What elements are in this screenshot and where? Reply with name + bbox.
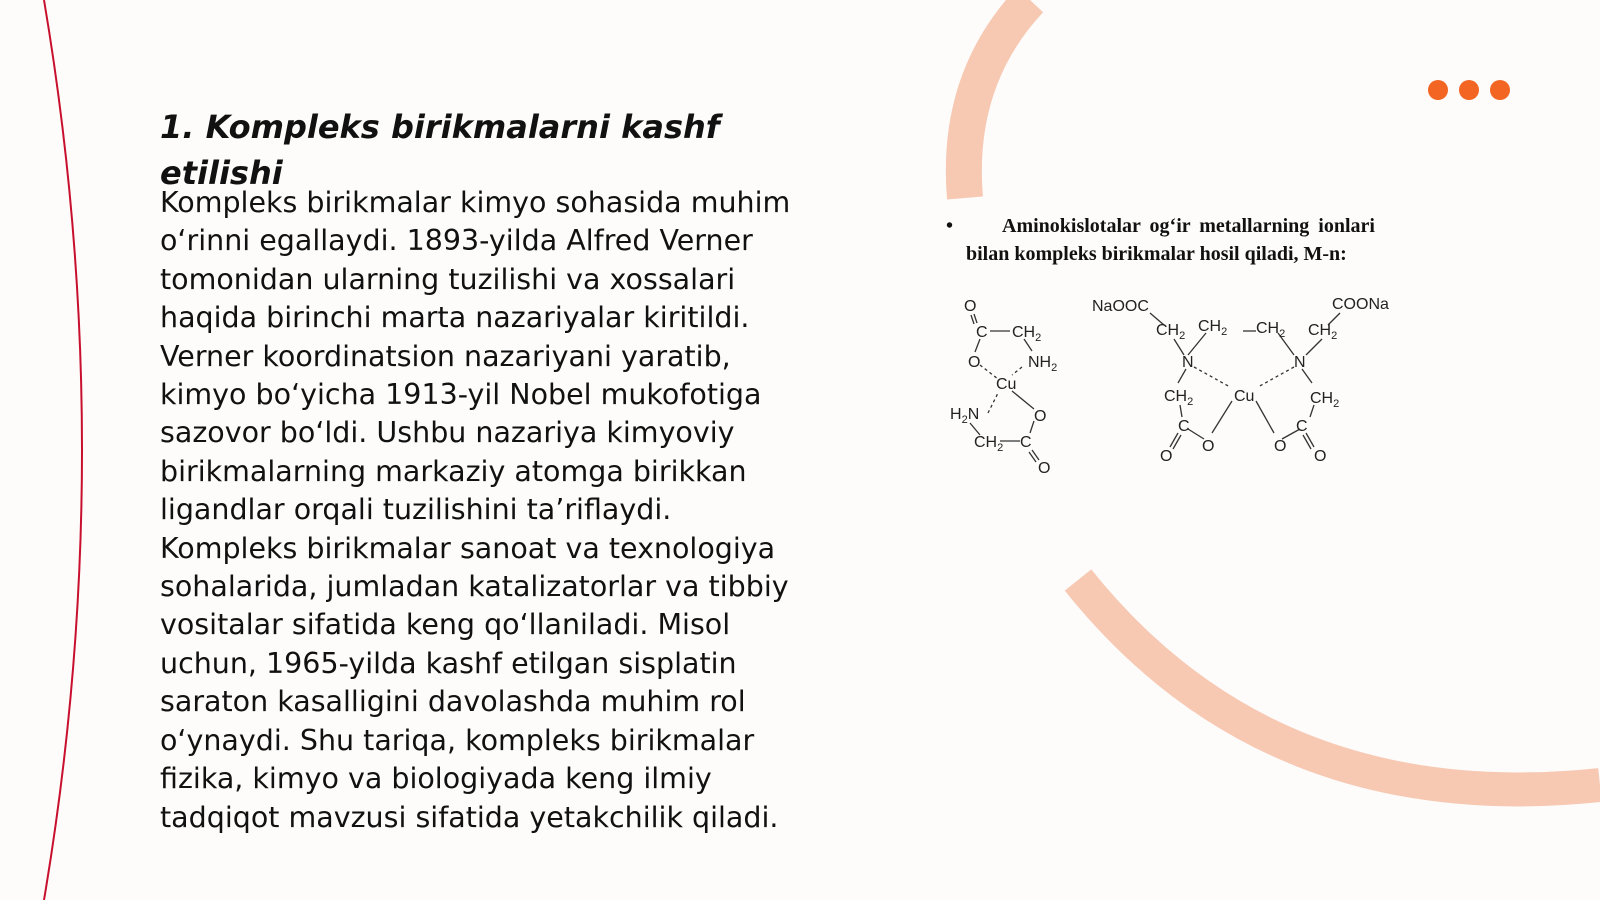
atom-label: O	[1038, 460, 1051, 477]
atom-label: O	[1202, 438, 1215, 455]
accent-dot	[1459, 80, 1479, 100]
atom-label: N	[1182, 354, 1194, 371]
atom-label: $CH_2$	[1198, 318, 1228, 338]
atom-label: O	[1160, 448, 1173, 465]
atom-label: $CH_2$	[974, 434, 1004, 454]
atom-label: C	[976, 324, 988, 341]
body-line: tomonidan ularning tuzilishi va xossalari	[160, 262, 736, 296]
body-line: vositalar sifatida keng qo‘llaniladi. Misol	[160, 608, 731, 642]
body-line: Verner koordinatsion nazariyani yaratib,	[160, 339, 731, 373]
body-line: sazovor bo‘ldi. Ushbu nazariya kimyoviy	[160, 416, 735, 450]
body-line: Kompleks birikmalar sanoat va texnologiya	[160, 531, 776, 565]
body-line: birikmalarning markaziy atomga birikkan	[160, 454, 747, 488]
body-line: uchun, 1965-yilda kashf etilgan sisplatin	[160, 646, 737, 680]
body-line: sohalarida, jumladan katalizatorlar va tibbiy	[160, 570, 789, 604]
body-line: tadqiqot mavzusi sifatida yetakchilik qiladi.	[160, 800, 779, 834]
accent-dots	[1428, 80, 1510, 100]
group-label: NaOOC	[1092, 298, 1149, 315]
atom-label: $CH_2$	[1256, 320, 1286, 340]
atom-label: $CH_2$	[1308, 322, 1338, 342]
chemical-structures	[950, 295, 1420, 485]
left-border-line	[44, 0, 82, 900]
atom-label: $CH_2$	[1310, 390, 1340, 410]
atom-label: $NH_2$	[1028, 354, 1058, 374]
atom-label: $CH_2$	[1156, 322, 1186, 342]
accent-dot	[1490, 80, 1510, 100]
atom-label: C	[1296, 418, 1308, 435]
body-line: kimyo bo‘yicha 1913-yil Nobel mukofotiga	[160, 378, 762, 412]
note-line: Aminokislotalar og‘ir metallarning ionlari	[1002, 215, 1375, 237]
body-line: haqida birinchi marta nazariyalar kiritildi.	[160, 301, 750, 335]
atom-label: C	[1020, 434, 1032, 451]
decorative-arc-top	[964, 0, 1030, 198]
body-line: o‘rinni egallaydi. 1893-yilda Alfred Verner	[160, 224, 753, 258]
atom-label: O	[964, 298, 977, 315]
atom-label: O	[1034, 408, 1047, 425]
atom-label: O	[1314, 448, 1327, 465]
metal-label: Cu	[1234, 388, 1255, 405]
body-paragraph	[160, 184, 840, 837]
body-line: ligandlar orqali tuzilishini ta’riflaydi.	[160, 493, 672, 527]
note-line: bilan kompleks birikmalar hosil qiladi, M-n:	[966, 243, 1347, 265]
slide-title: 1. Kompleks birikmalarni kashf etilishi	[160, 108, 720, 192]
atom-label: O	[968, 354, 981, 371]
atom-label: $CH_2$	[1164, 388, 1194, 408]
atom-label: O	[1274, 438, 1287, 455]
metal-label: Cu	[996, 376, 1017, 393]
atom-label: N	[1294, 354, 1306, 371]
bullet-icon: •	[946, 215, 954, 237]
body-line: fizika, kimyo va biologiyada keng ilmiy	[160, 762, 712, 796]
accent-dot	[1428, 80, 1448, 100]
body-line: Kompleks birikmalar kimyo sohasida muhim	[160, 186, 791, 219]
body-line: o‘ynaydi. Shu tariqa, kompleks birikmalar	[160, 723, 755, 757]
decorative-arc-bottom	[1078, 580, 1600, 789]
atom-label: $CH_2$	[1012, 324, 1042, 344]
bullet-note	[946, 212, 1446, 268]
group-label: COONa	[1332, 296, 1389, 313]
atom-label: C	[1178, 418, 1190, 435]
atom-label: $H_2N$	[950, 406, 980, 426]
body-line: saraton kasalligini davolashda muhim rol	[160, 685, 746, 719]
